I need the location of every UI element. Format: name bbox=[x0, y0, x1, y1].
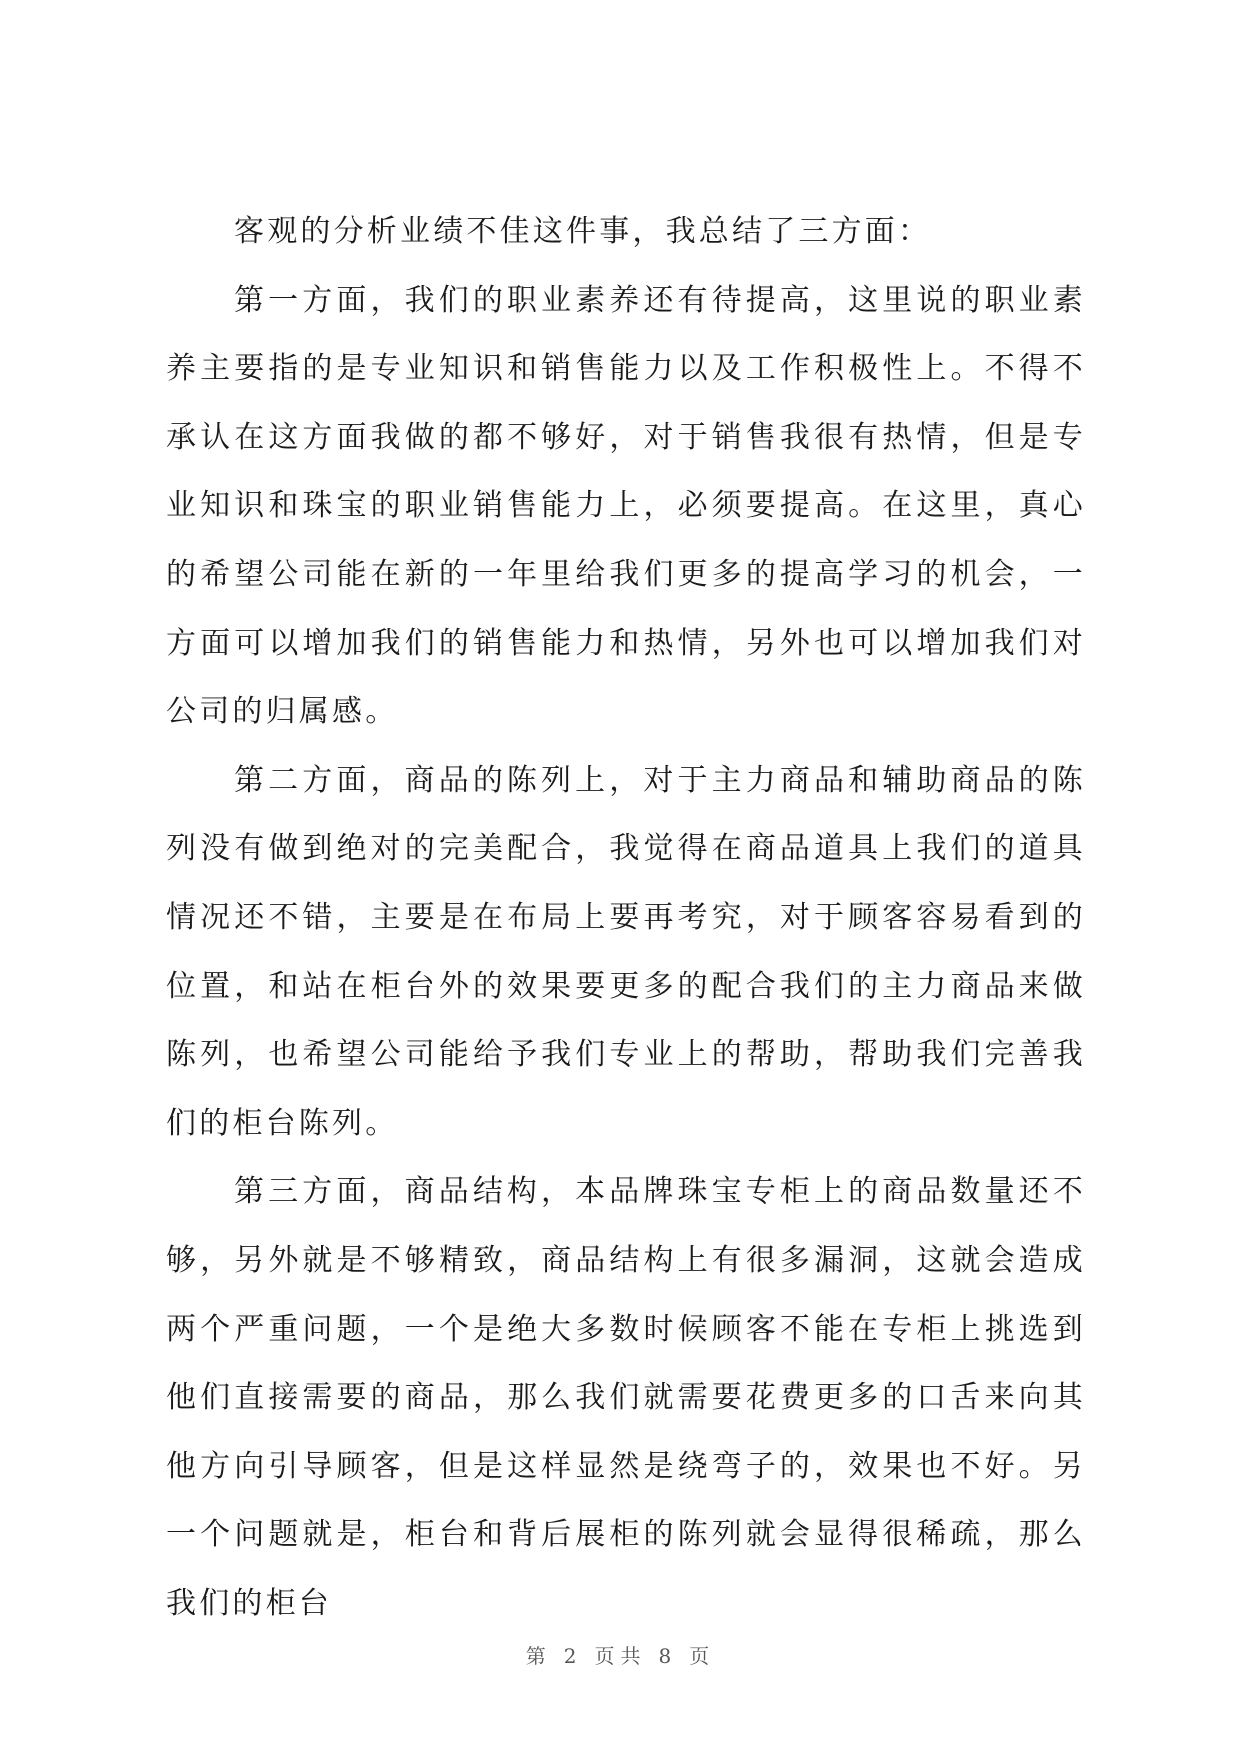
footer-current-page: 2 bbox=[563, 1644, 583, 1668]
paragraph-aspect-one: 第一方面，我们的职业素养还有待提高，这里说的职业素养主要指的是专业知识和销售能力以及工作积极性上。不得不承认在这方面我做的都不够好，对于销售我很有热情，但是专业知识和珠宝的职业销售能力上，必须要提高。在这里，真心的希望公司能在新的一年里给我们更多的提高学习的机会，一方面可以增加我们的销售能力和热情，另外也可以增加我们对公司的归属感。 bbox=[166, 282, 1086, 730]
footer-prefix: 第 bbox=[525, 1644, 552, 1668]
page-footer bbox=[0, 1640, 1241, 1669]
paragraph-intro: 客观的分析业绩不佳这件事，我总结了三方面： bbox=[234, 214, 932, 249]
footer-middle: 页共 bbox=[594, 1644, 647, 1668]
footer-total-pages: 8 bbox=[658, 1644, 678, 1668]
document-body bbox=[166, 198, 1086, 1638]
paragraph-aspect-two: 第二方面，商品的陈列上，对于主力商品和辅助商品的陈列没有做到绝对的完美配合，我觉得在商品道具上我们的道具情况还不错，主要是在布局上要再考究，对于顾客容易看到的位置，和站在柜台外的效果要更多的配合我们的主力商品来做陈列，也希望公司能给予我们专业上的帮助，帮助我们完善我们的柜台陈列。 bbox=[166, 762, 1086, 1141]
paragraph-aspect-three: 第三方面，商品结构，本品牌珠宝专柜上的商品数量还不够，另外就是不够精致，商品结构上有很多漏洞，这就会造成两个严重问题，一个是绝大多数时候顾客不能在专柜上挑选到他们直接需要的商品，那么我们就需要花费更多的口舌来向其他方向引导顾客，但是这样显然是绕弯子的，效果也不好。另一个问题就是，柜台和背后展柜的陈列就会显得很稀疏，那么我们的柜台 bbox=[166, 1174, 1086, 1621]
footer-suffix: 页 bbox=[689, 1644, 716, 1668]
